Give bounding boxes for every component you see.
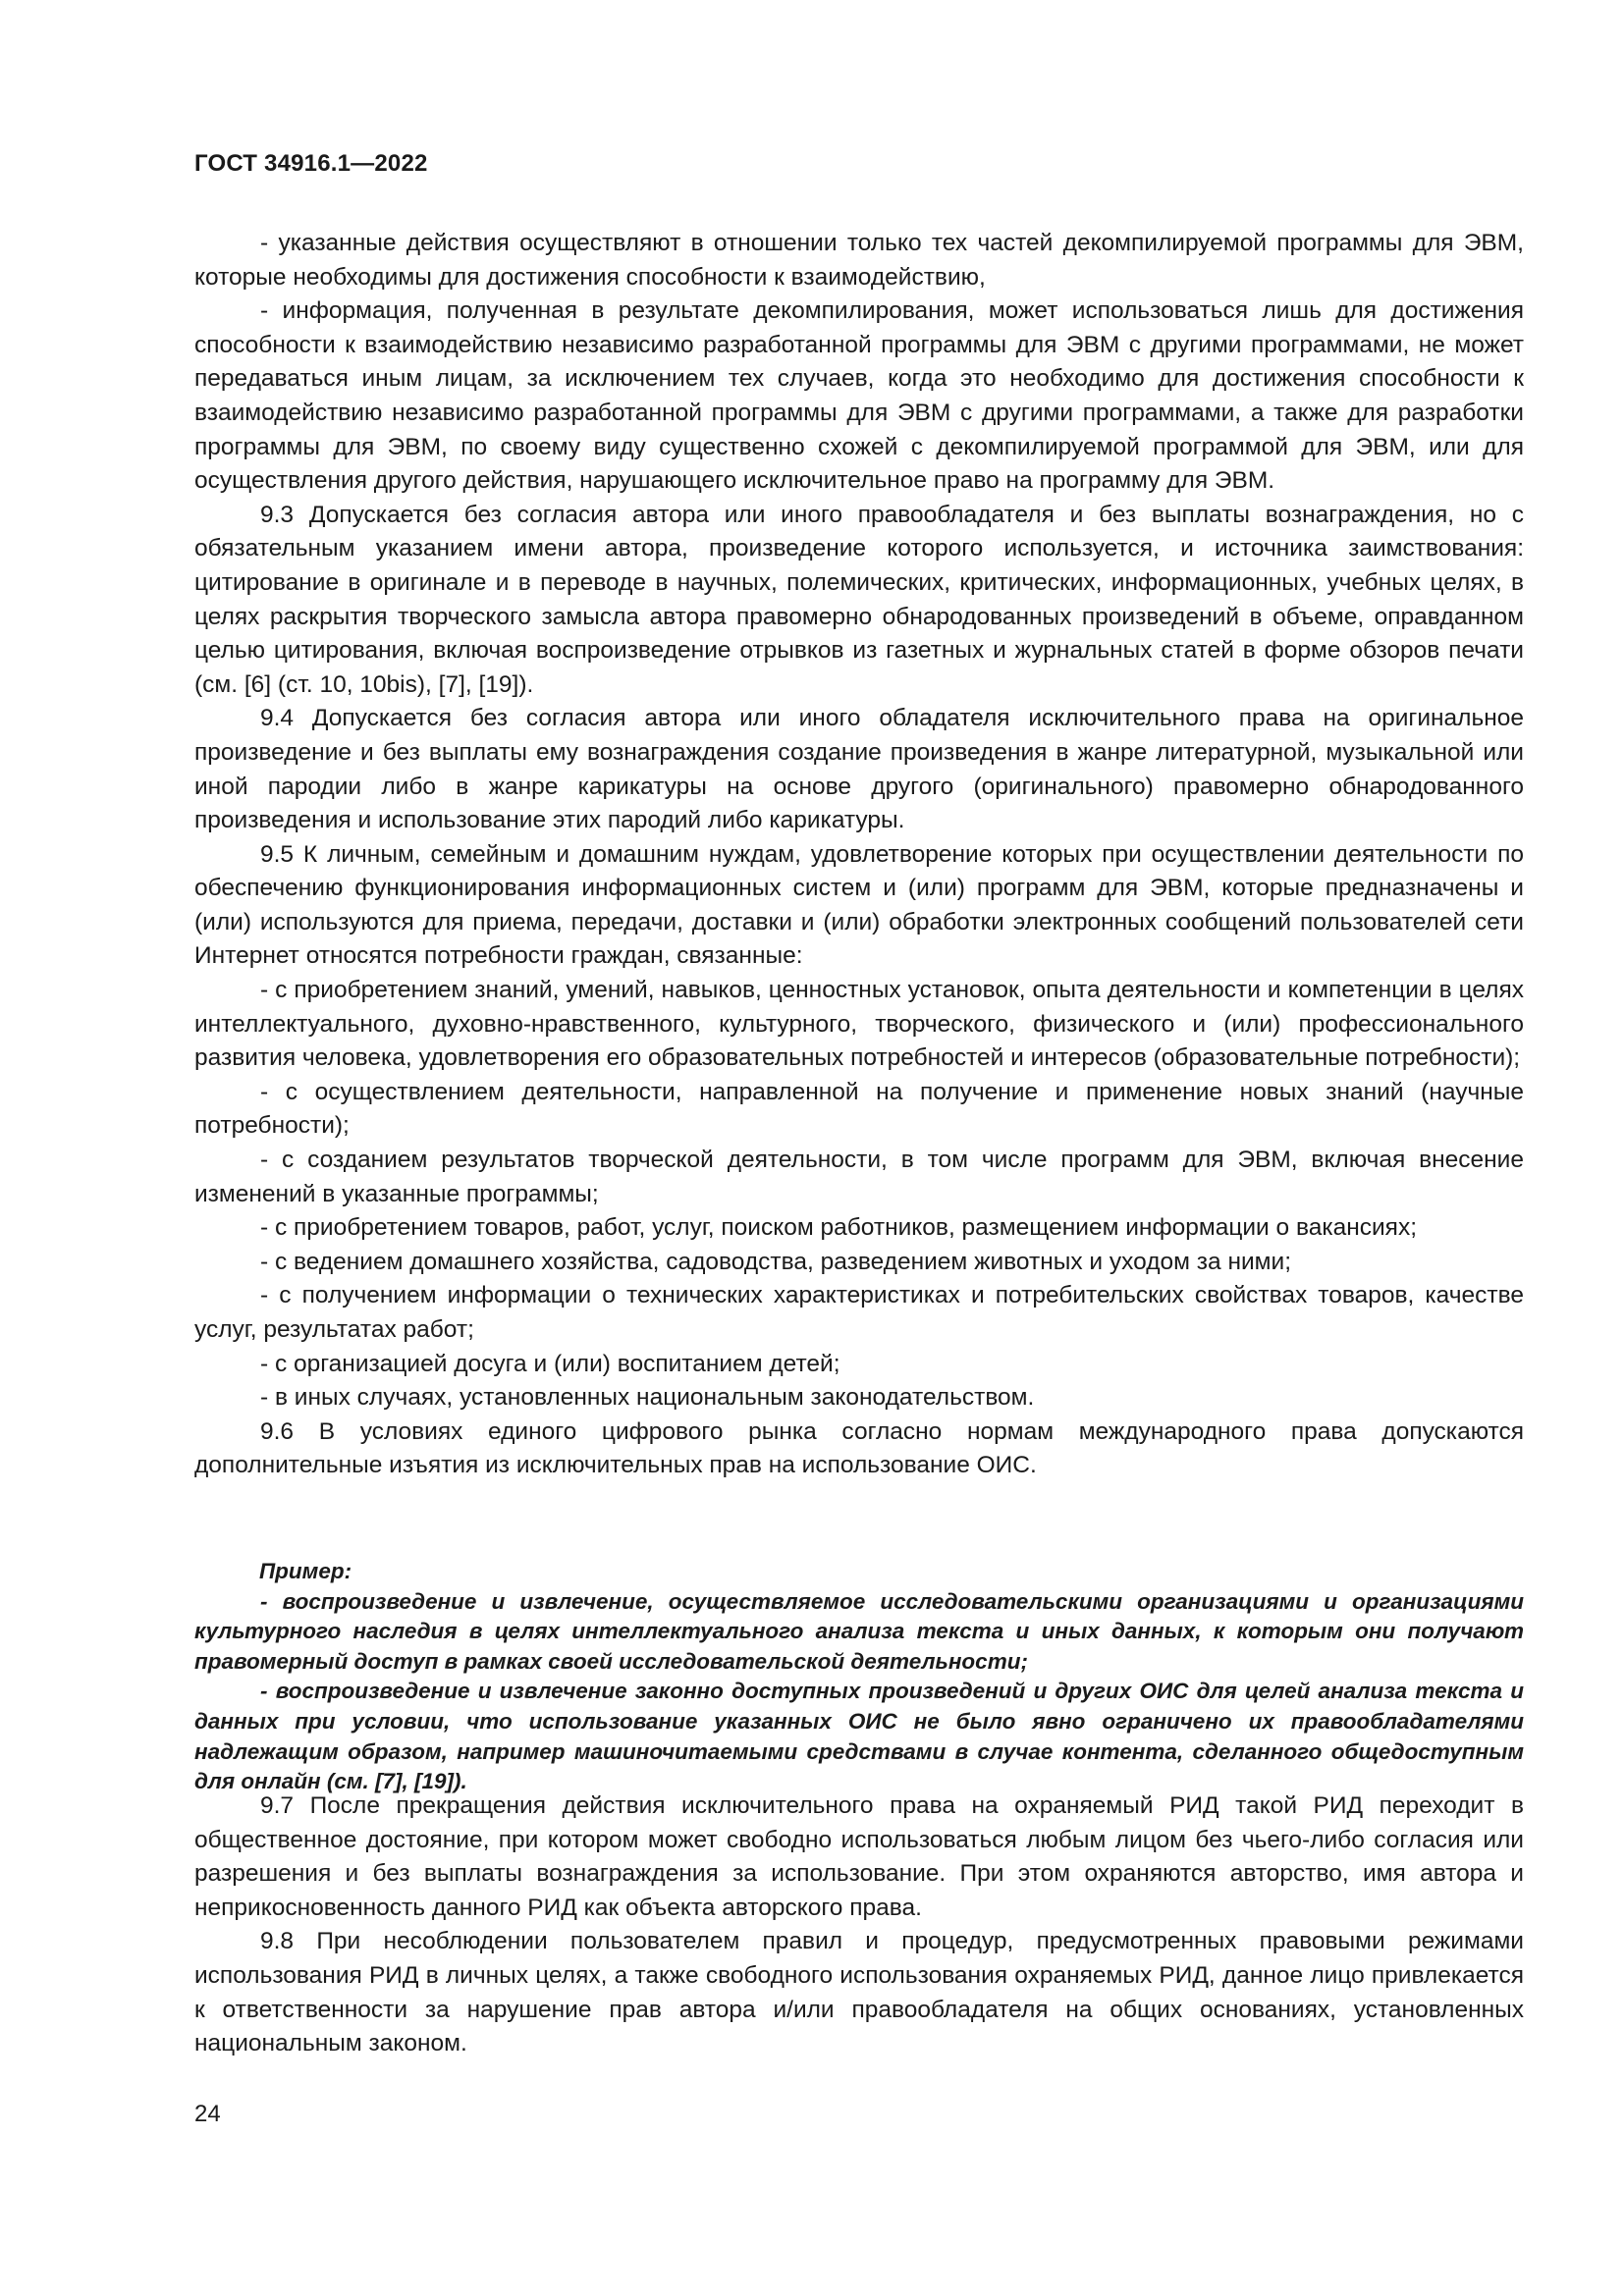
list-item: - с осуществлением деятельности, направленной на получение и применение новых знаний (научные потребности); [194,1078,1524,1140]
list-item: - с приобретением товаров, работ, услуг, поиском работников, размещением информации о вакансиях; [260,1214,1418,1242]
paragraph-clause-9-3: 9.3 Допускается без согласия автора или иного правообладателя и без выплаты вознаграждения, но с обязательным указанием имени автора, произведение которого используется, и источника заимствования: цитирование в оригинале и в переводе в научных, полемических, критических, информационных, учебных целях, в целях раскрытия творческого замысла автора правомерно обнародованных произведений в объеме, оправданном целью цитирования, включая воспроизведение отрывков из газетных и журнальных статей в форме обзоров печати (см. [6] (ст. 10, 10bis), [7], [19]). [194,501,1524,698]
example-item: - воспроизведение и извлечение, осуществляемое исследовательскими организациями и организациями культурного наследия в целях интеллектуального анализа текста и иных данных, к которым они получают правомерный доступ в рамках своей исследовательской деятельности; [194,1588,1524,1674]
list-item: - с ведением домашнего хозяйства, садоводства, разведением животных и уходом за ними; [260,1248,1291,1275]
list-item: - с приобретением знаний, умений, навыков, ценностных установок, опыта деятельности и компетенции в целях интеллектуального, духовно-нравственного, культурного, творческого, физического и (или) профессионального развития человека, удовлетворения его образовательных потребностей и интересов (образовательные потребности); [194,977,1524,1072]
list-item: - с созданием результатов творческой деятельности, в том числе программ для ЭВМ, включая внесение изменений в указанные программы; [194,1147,1524,1207]
document-code-header: ГОСТ 34916.1—2022 [194,150,428,177]
paragraph-clause-9-5: 9.5 К личным, семейным и домашним нуждам, удовлетворение которых при осуществлении деятельности по обеспечению функционирования информационных систем и (или) программ для ЭВМ, которые предназначены и (или) используются для приема, передачи, доставки и (или) обработки электронных сообщений пользователей сети Интернет относятся потребности граждан, связанные: [194,840,1524,970]
paragraph-clause-9-8: 9.8 При несоблюдении пользователем правил и процедур, предусмотренных правовыми режимами использования РИД в личных целях, а также свободного использования охраняемых РИД, данное лицо привлекается к ответственности за нарушение прав автора и/или правообладателя на общих основаниях, установленных национальным законом. [194,1928,1524,2057]
list-item: - с организацией досуга и (или) воспитанием детей; [260,1350,840,1377]
page-number: 24 [194,2101,221,2127]
example-block [194,1557,1524,1797]
list-item: - с получением информации о технических характеристиках и потребительских свойствах товаров, качестве услуг, результатах работ; [194,1282,1524,1343]
paragraph: - информация, полученная в результате декомпилирования, может использоваться лишь для достижения способности к взаимодействию независимо разработанной программы для ЭВМ с другими программами, не может передаваться иным лицам, за исключением тех случаев, когда это необходимо для достижения способности к взаимодействию независимо разработанной программы для ЭВМ с другими программами, а также для разработки программы для ЭВМ, по своему виду существенно схожей с декомпилируемой программой для ЭВМ, или для осуществления другого действия, нарушающего исключительное право на программу для ЭВМ. [194,297,1524,495]
example-title: Пример: [259,1559,352,1583]
list-item: - в иных случаях, установленных национальным законодательством. [260,1384,1035,1412]
example-item: - воспроизведение и извлечение законно доступных произведений и других ОИС для целей анализа текста и данных при условии, что использование указанных ОИС не было явно ограничено их правообладателями надлежащим образом, например машиночитаемыми средствами в случае контента, сделанного общедоступным для онлайн (см. [7], [19]). [194,1679,1524,1794]
main-text-block [194,227,1524,1483]
paragraph-clause-9-4: 9.4 Допускается без согласия автора или иного обладателя исключительного права на оригинальное произведение и без выплаты ему вознаграждения создание произведения в жанре литературной, музыкальной или иной пародии либо в жанре карикатуры на основе другого (оригинального) правомерно обнародованного произведения и использование этих пародий либо карикатуры. [194,705,1524,834]
closing-text-block [194,1789,1524,2061]
paragraph: - указанные действия осуществляют в отношении только тех частей декомпилируемой программы для ЭВМ, которые необходимы для достижения способности к взаимодействию, [194,230,1524,291]
paragraph-clause-9-7: 9.7 После прекращения действия исключительного права на охраняемый РИД такой РИД переходит в общественное достояние, при котором может свободно использоваться любым лицом без чьего-либо согласия или разрешения и без выплаты вознаграждения за использование. При этом охраняются авторство, имя автора и неприкосновенность данного РИД как объекта авторского права. [194,1792,1524,1921]
paragraph-clause-9-6: 9.6 В условиях единого цифрового рынка согласно нормам международного права допускаются дополнительные изъятия из исключительных прав на использование ОИС. [194,1417,1524,1479]
